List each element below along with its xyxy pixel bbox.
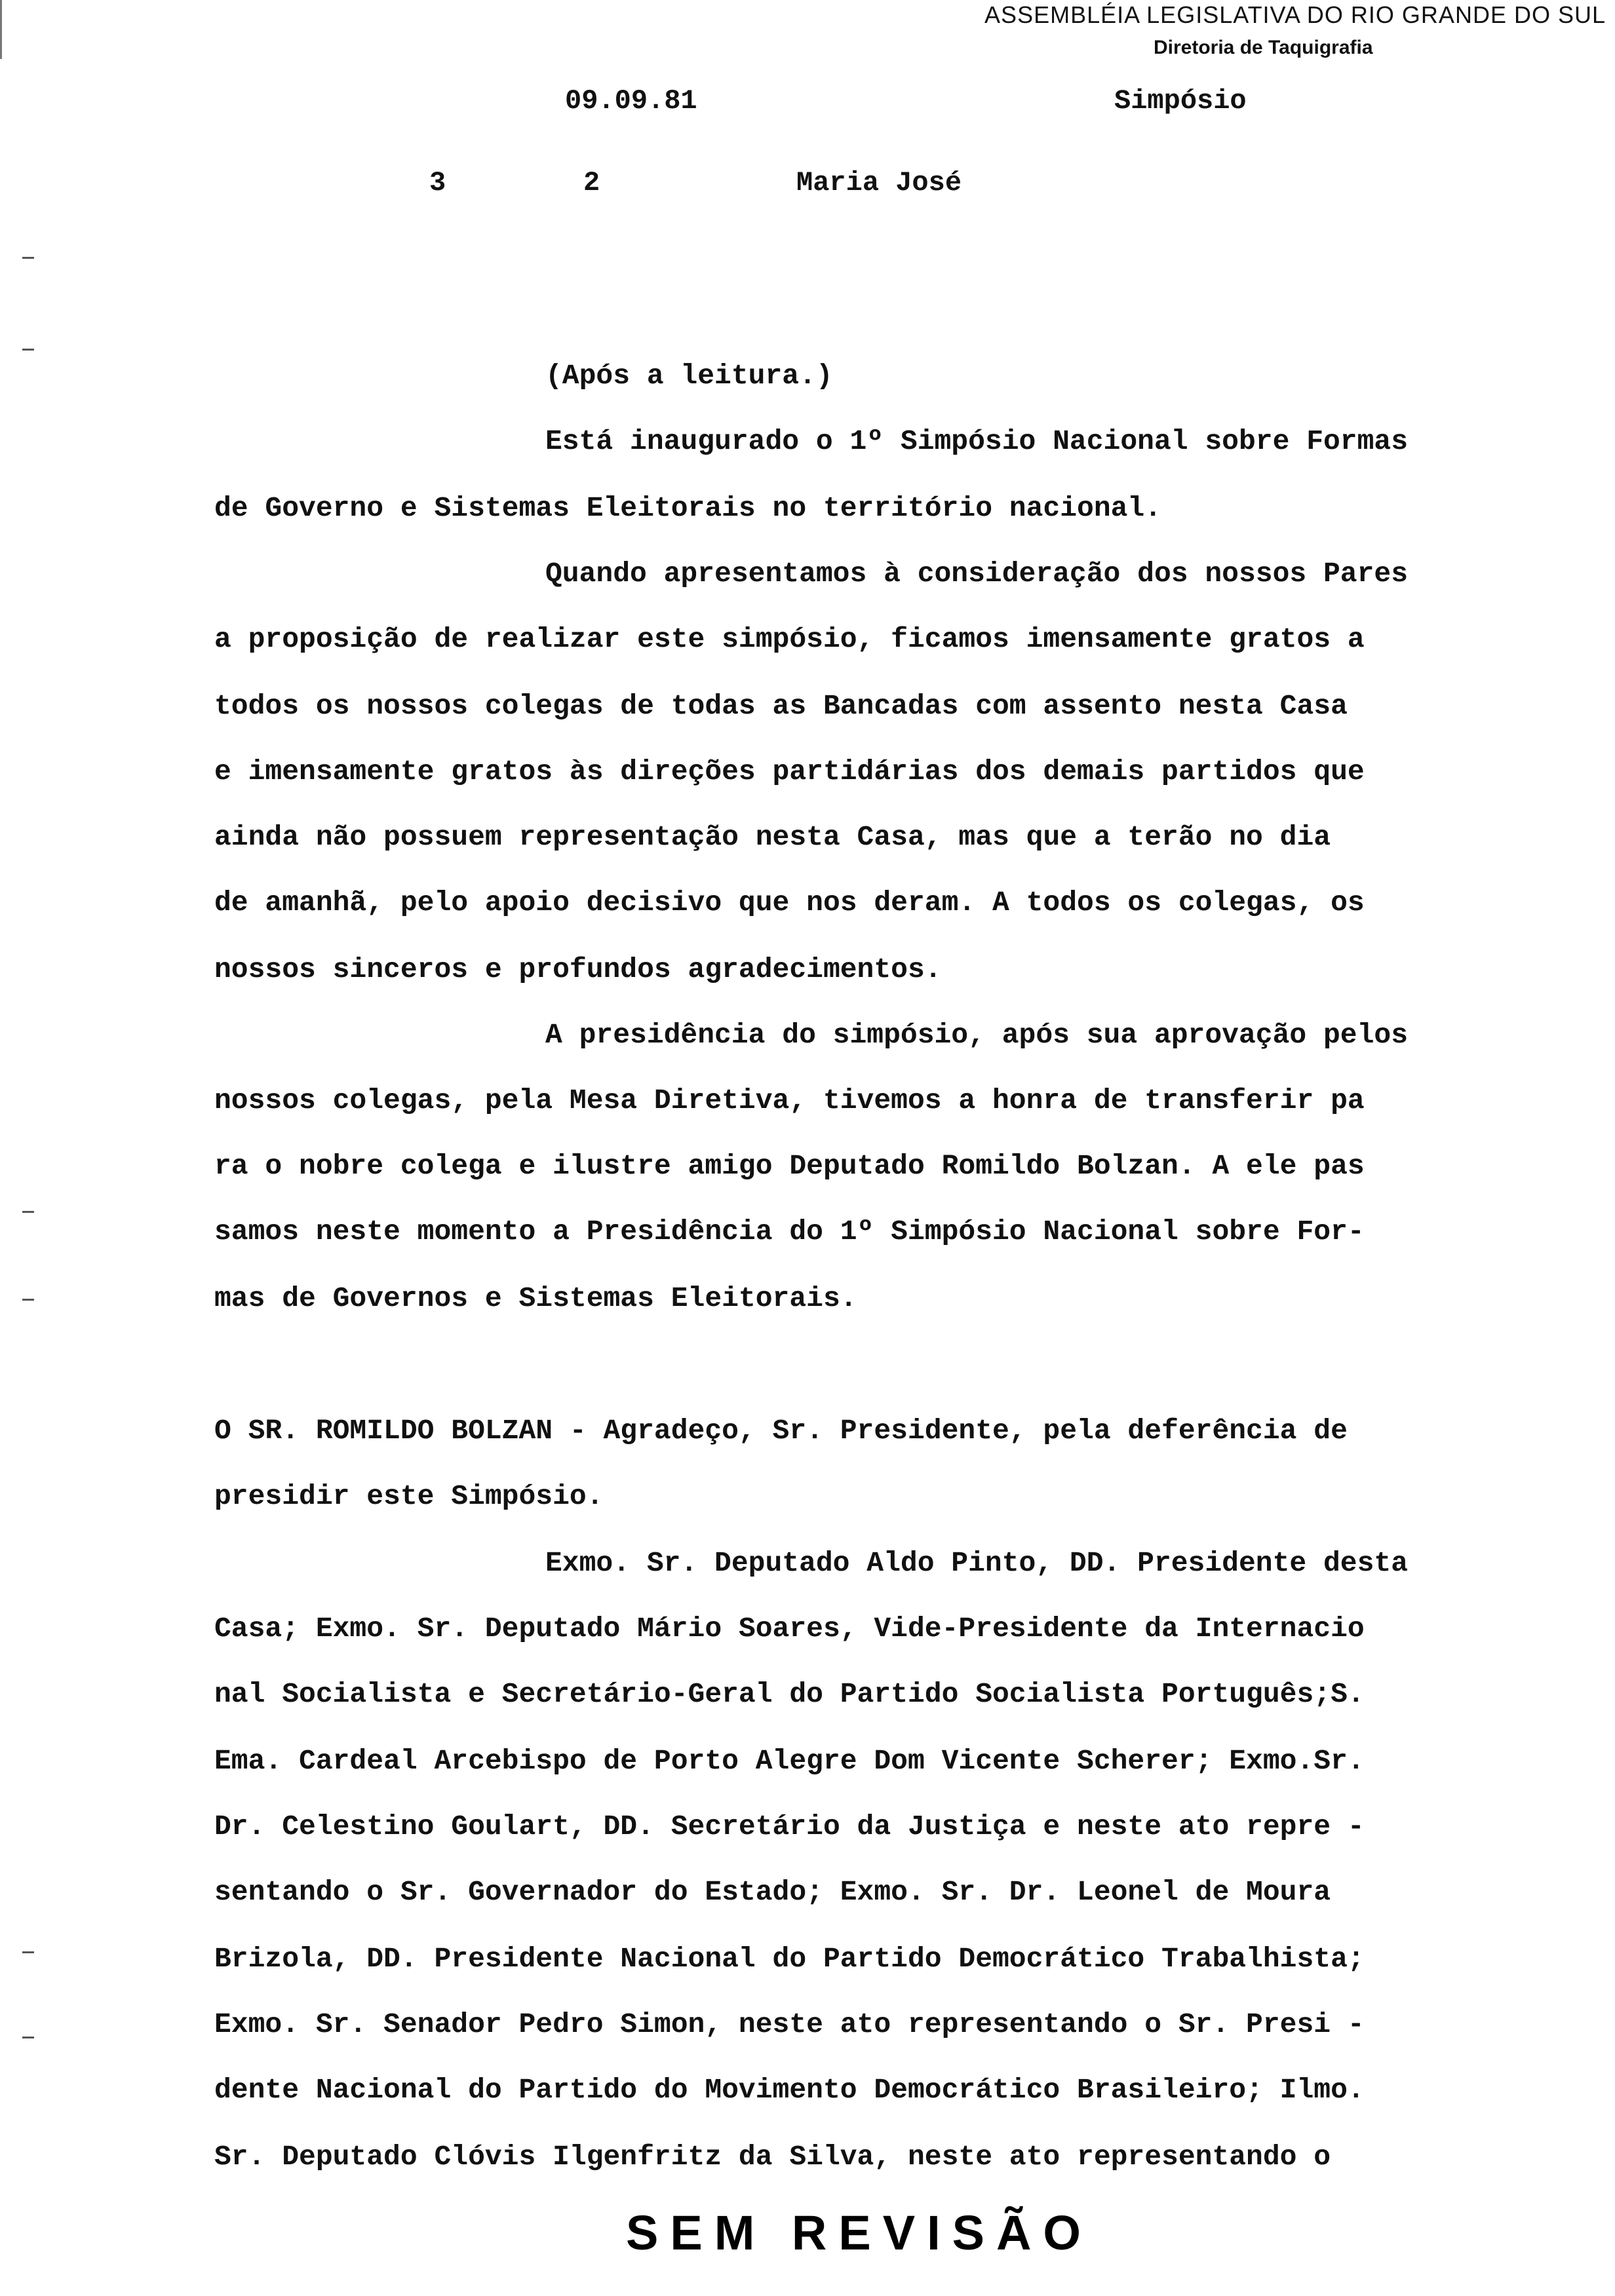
text-line: dente Nacional do Partido do Movimento Democrático Brasileiro; Ilmo. [214, 2074, 1365, 2106]
text-line: nossos sinceros e profundos agradecimentos. [214, 953, 942, 985]
text-line: a proposição de realizar este simpósio, ficamos imensamente gratos a [214, 623, 1365, 655]
text-line: (Após a leitura.) [545, 360, 833, 392]
event-name: Simpósio [1114, 85, 1247, 117]
text-line: ra o nobre colega e ilustre amigo Deputado Romildo Bolzan. A ele pas [214, 1150, 1365, 1182]
text-line: todos os nossos colegas de todas as Bancadas com assento nesta Casa [214, 690, 1348, 722]
margin-mark [22, 257, 34, 259]
text-line: Exmo. Sr. Deputado Aldo Pinto, DD. Presidente desta [545, 1547, 1409, 1579]
text-line: ainda não possuem representação nesta Casa, mas que a terão no dia [214, 821, 1331, 853]
margin-mark [22, 1299, 34, 1301]
text-line: Ema. Cardeal Arcebispo de Porto Alegre Dom Vicente Scherer; Exmo.Sr. [214, 1745, 1365, 1777]
text-line: Está inaugurado o 1º Simpósio Nacional sobre Formas [545, 425, 1409, 457]
stenographer-name: Maria José [796, 167, 962, 199]
text-line: A presidência do simpósio, após sua aprovação pelos [545, 1019, 1409, 1051]
institution-header: ASSEMBLÉIA LEGISLATIVA DO RIO GRANDE DO SUL [984, 1, 1606, 28]
margin-mark [22, 1211, 34, 1213]
text-line: Sr. Deputado Clóvis Ilgenfritz da Silva, neste ato representando o [214, 2141, 1331, 2173]
speaker-line: O SR. ROMILDO BOLZAN - Agradeço, Sr. Presidente, pela deferência de [214, 1415, 1348, 1447]
text-line: sentando o Sr. Governador do Estado; Exmo. Sr. Dr. Leonel de Moura [214, 1876, 1331, 1908]
review-status-stamp: SEM REVISÃO [626, 2206, 1093, 2260]
text-line: de amanhã, pelo apoio decisivo que nos deram. A todos os colegas, os [214, 887, 1365, 919]
text-line: Quando apresentamos à consideração dos nossos Pares [545, 558, 1409, 590]
margin-mark [22, 1951, 34, 1953]
margin-mark [22, 2037, 34, 2038]
text-line: e imensamente gratos às direções partidárias dos demais partidos que [214, 756, 1365, 788]
text-line: Exmo. Sr. Senador Pedro Simon, neste ato representando o Sr. Presi - [214, 2008, 1365, 2040]
take-number: 2 [583, 167, 600, 199]
text-line: samos neste momento a Presidência do 1º Simpósio Nacional sobre For- [214, 1215, 1365, 1248]
text-line: mas de Governos e Sistemas Eleitorais. [214, 1282, 857, 1314]
text-line: Dr. Celestino Goulart, DD. Secretário da Justiça e neste ato repre - [214, 1810, 1365, 1843]
text-line: Brizola, DD. Presidente Nacional do Partido Democrático Trabalhista; [214, 1943, 1365, 1975]
text-line: nal Socialista e Secretário-Geral do Partido Socialista Português;S. [214, 1678, 1365, 1710]
session-date: 09.09.81 [565, 85, 697, 117]
margin-mark [22, 349, 34, 351]
sheet-number: 3 [429, 167, 446, 199]
department-header: Diretoria de Taquigrafia [1154, 37, 1373, 58]
text-line: de Governo e Sistemas Eleitorais no território nacional. [214, 492, 1162, 524]
text-line: presidir este Simpósio. [214, 1480, 604, 1512]
page-edge-mark [0, 0, 2, 59]
text-line: Casa; Exmo. Sr. Deputado Mário Soares, Vide-Presidente da Internacio [214, 1613, 1365, 1645]
text-line: nossos colegas, pela Mesa Diretiva, tivemos a honra de transferir pa [214, 1084, 1365, 1117]
